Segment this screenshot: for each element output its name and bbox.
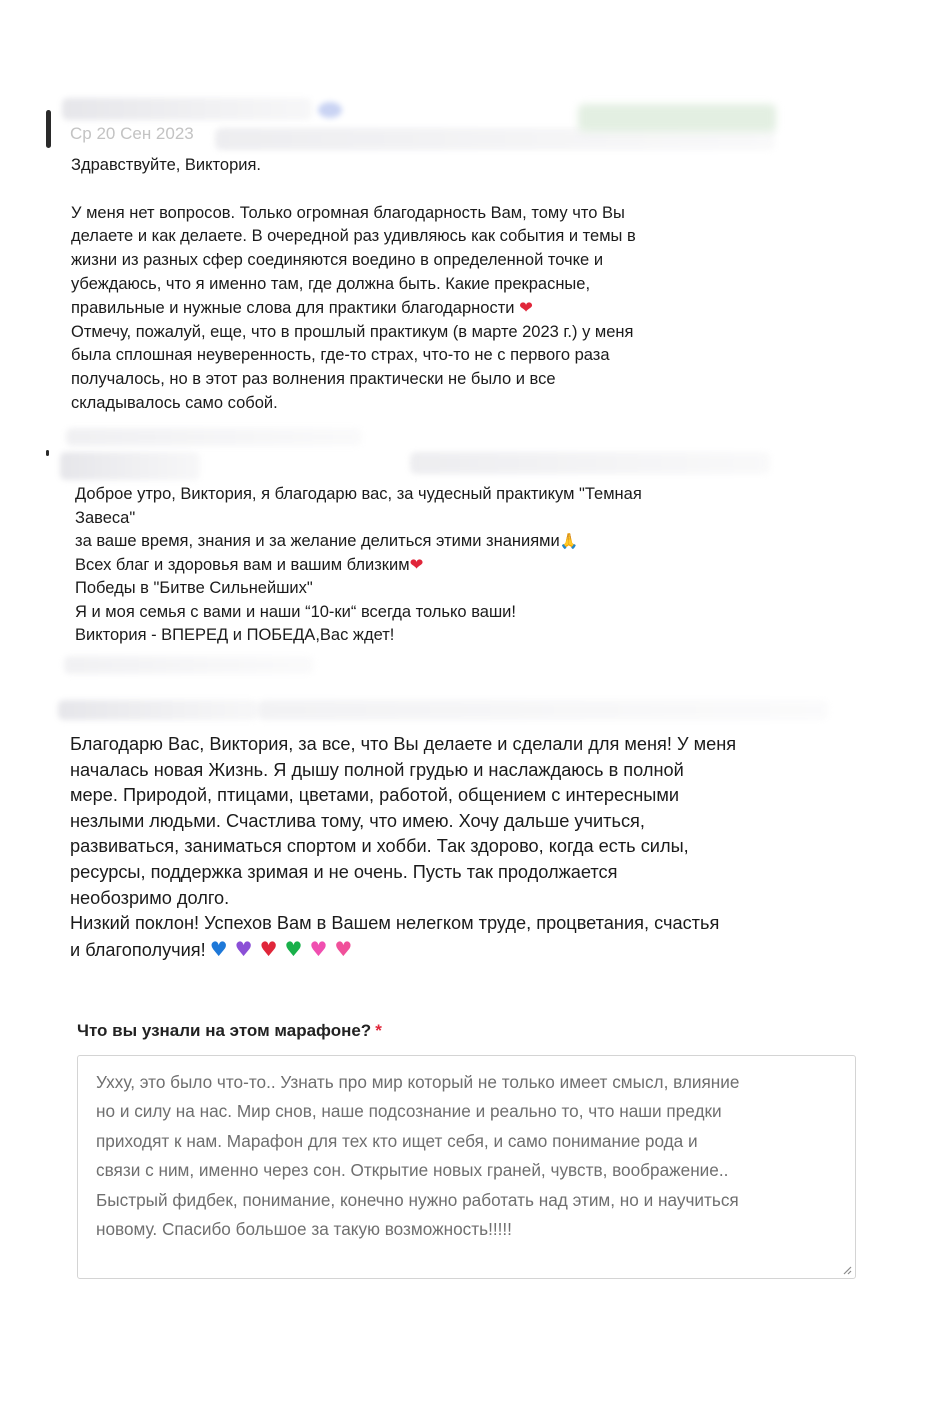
colored-hearts-row: [206, 936, 353, 961]
red-heart-icon: ❤: [519, 298, 533, 317]
blurred-sender-name-3: [58, 700, 258, 720]
heart-icon-4: ♥: [284, 936, 303, 961]
review-2-line-3: Всех благ и здоровья вам и вашим близким: [75, 555, 410, 574]
question-text: Что вы узнали на этом марафоне?: [77, 1021, 372, 1040]
answer-text: Ухху, это было что-то.. Узнать про мир который не только имеет смысл, влияние но и силу на нас. Мир снов, наше подсознание и реально то, что наши предки приходят к нам. Марафон для тех кто ищет себя, и само понимание рода и связи с ним, именно через сон. Открытие новых граней, чувств, воображение.. Быстрый фидбек, понимание, конечно нужно работать над этим, но и научиться новому. Спасибо большое за такую возможность!!!!!: [96, 1072, 740, 1240]
blurred-signature-1: [66, 428, 362, 446]
heart-icon-3: ♥: [259, 936, 278, 961]
blurred-signature-2: [64, 656, 314, 674]
chat-edge-marker: [46, 110, 51, 148]
blurred-action-button: [578, 104, 776, 132]
review-2-line-1: Доброе утро, Виктория, я благодарю вас, за чудесный практикум "Темная Завеса": [75, 485, 642, 527]
praying-hands-icon: 🙏: [559, 532, 579, 550]
blurred-header-strip-2: [410, 452, 770, 474]
heart-icon-2: ♥: [234, 936, 253, 961]
review-1-text-after: Отмечу, пожалуй, еще, что в прошлый практикум (в марте 2023 г.) у меня была сплошная неуверенность, где-то страх, что-то не с первого раза получалось, но в этот раз волнения практически не было и все складывалось само собой.: [71, 322, 634, 412]
review-2-line-4: Победы в "Битве Сильнейших" Я и моя семья с вами и наши “10-ки“ всегда только ваши! Виктория - ВПЕРЕД и ПОБЕДА,Вас ждет!: [75, 579, 516, 644]
blurred-sender-name: [62, 98, 312, 120]
blurred-header-strip-3: [258, 700, 828, 720]
heart-icon-1: ♥: [209, 936, 228, 961]
review-message-1: [71, 154, 771, 416]
resize-handle-icon[interactable]: [842, 1265, 852, 1275]
question-label: [77, 1021, 382, 1041]
message-date: Ср 20 Сен 2023: [70, 124, 194, 143]
required-mark: *: [375, 1021, 382, 1040]
heart-icon-6: ♥: [334, 936, 353, 961]
review-message-3: [70, 732, 860, 963]
red-heart-icon-2: ❤: [409, 555, 424, 574]
review-2-line-2: за ваше время, знания и за желание делиться этими знаниями: [75, 532, 560, 550]
review-message-2: [75, 483, 775, 648]
answer-textarea[interactable]: [77, 1055, 856, 1279]
review-1-text: Здравствуйте, Виктория. У меня нет вопросов. Только огромная благодарность Вам, тому что Вы делаете и как делаете. В очередной раз удивляюсь как события и темы в жизни из разных сфер соединяются воедино в определенной точке и убеждаюсь, что я именно там, где должна быть. Какие прекрасные, правильные и нужные слова для практики благодарности: [71, 156, 636, 317]
chat-edge-marker-2: [46, 450, 49, 456]
review-3-text: Благодарю Вас, Виктория, за все, что Вы делаете и сделали для меня! У меня началась новая Жизнь. Я дышу полной грудью и наслаждаюсь в полной мере. Природой, птицами, цветами, работой, общением с интересными незлыми людьми. Счастлива тому, что имею. Хочу дальше учиться, развиваться, заниматься спортом и хобби. Так здорово, когда есть силы, ресурсы, поддержка зримая и не очень. Пусть так продолжается необозримо долго. Низкий поклон! Успехов Вам в Вашем нелегком труде, процветания, счастья и благополучия!: [70, 734, 737, 960]
blurred-avatar-badge: [318, 102, 342, 118]
blurred-sender-name-2: [60, 452, 200, 480]
heart-icon-5: ♥: [309, 936, 328, 961]
